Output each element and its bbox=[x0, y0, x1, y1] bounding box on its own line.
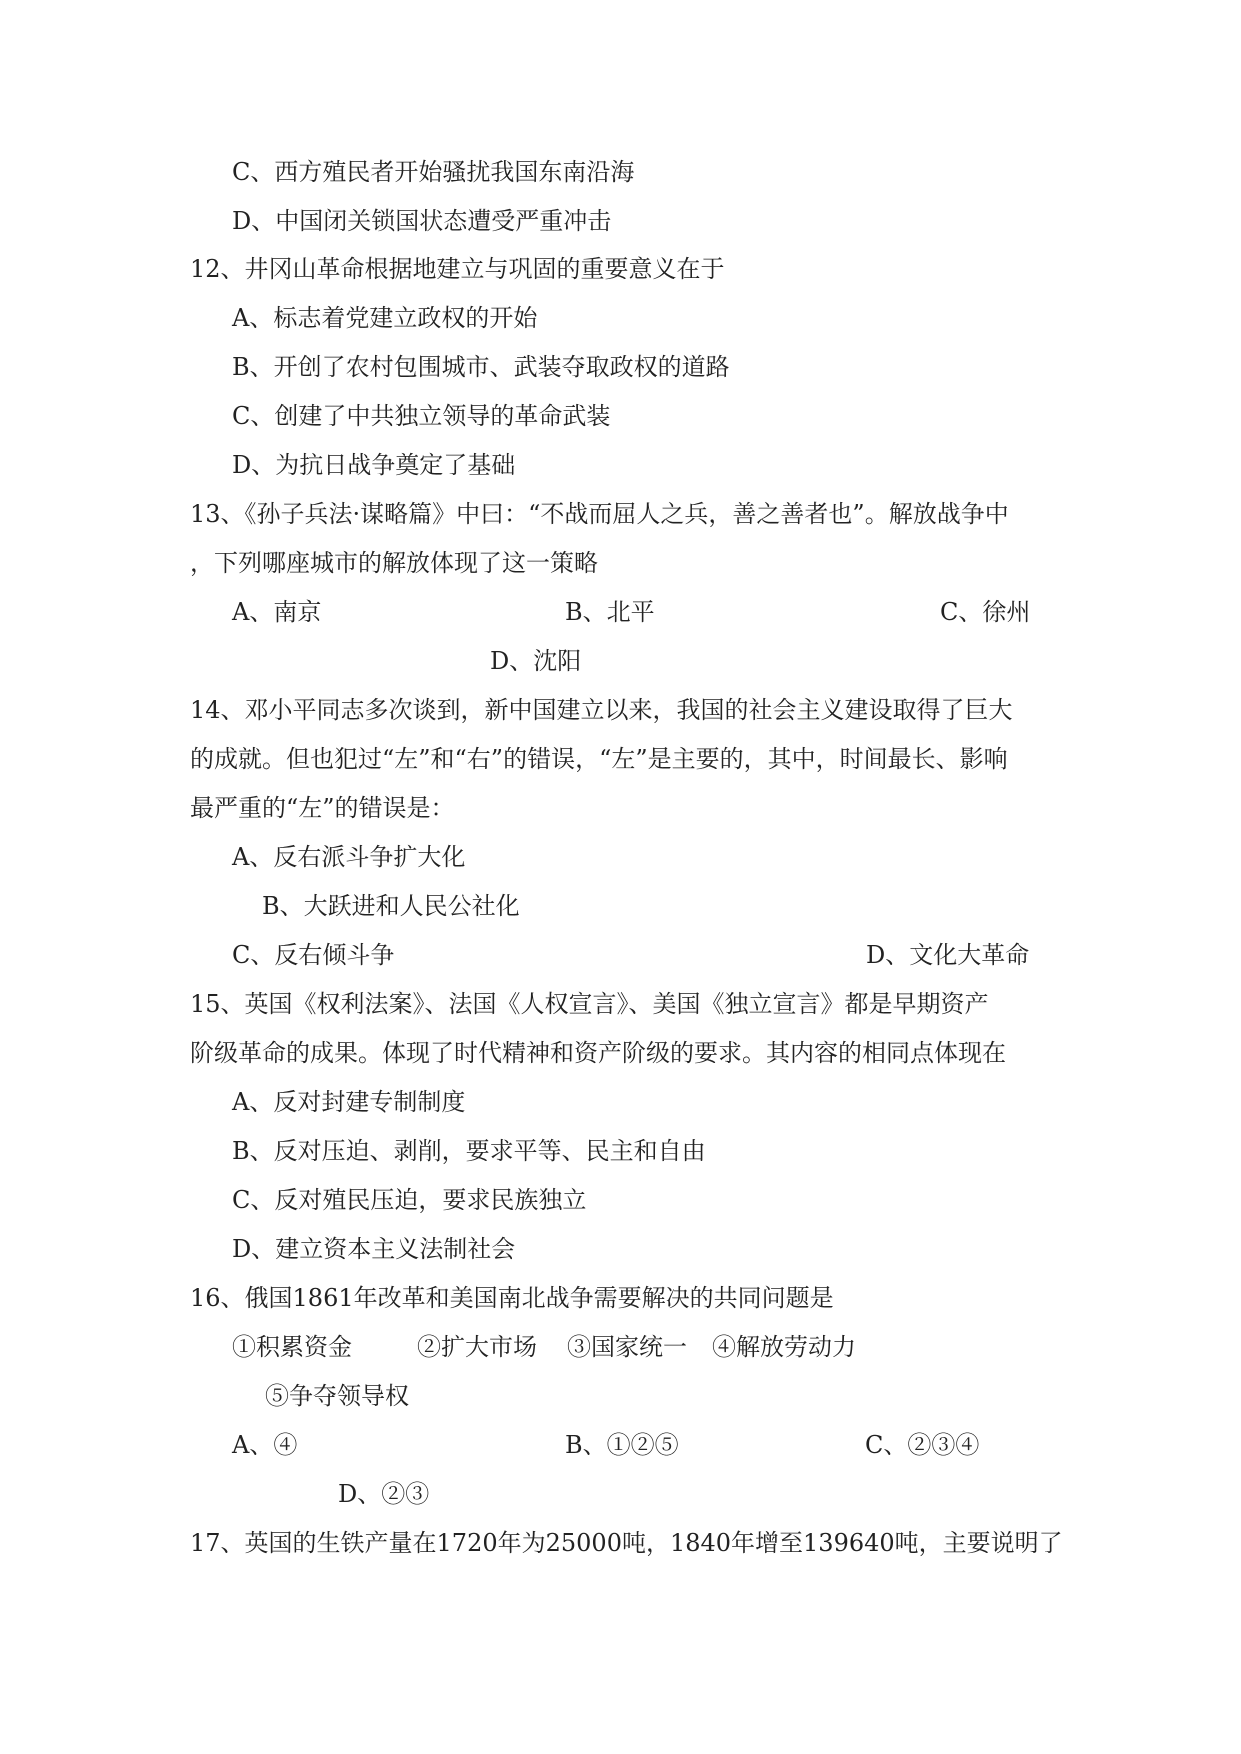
q13-option-d: D、沈阳 bbox=[490, 647, 582, 675]
q14-stem-line-3: 最严重的“左”的错误是： bbox=[190, 794, 455, 822]
q14-option-d: D、文化大革命 bbox=[866, 941, 1030, 969]
q14-stem-line-1: 14、邓小平同志多次谈到，新中国建立以来，我国的社会主义建设取得了巨大 bbox=[190, 696, 1013, 724]
q16-option-b: B、①②⑤ bbox=[565, 1431, 679, 1459]
q13-option-a: A、南京 bbox=[232, 598, 322, 626]
q11-option-d: D、中国闭关锁国状态遭受严重冲击 bbox=[232, 207, 612, 235]
q14-option-a: A、反右派斗争扩大化 bbox=[232, 843, 466, 871]
q12-option-c: C、创建了中共独立领导的革命武装 bbox=[232, 402, 611, 430]
q14-option-b: B、大跃进和人民公社化 bbox=[262, 892, 520, 920]
q12-stem: 12、井冈山革命根据地建立与巩固的重要意义在于 bbox=[190, 255, 725, 283]
q14-stem-line-2: 的成就。但也犯过“左”和“右”的错误，“左”是主要的，其中，时间最长、影响 bbox=[190, 745, 1008, 773]
q15-option-a: A、反对封建专制制度 bbox=[232, 1088, 466, 1116]
q16-item-1: ①积累资金 bbox=[232, 1333, 352, 1361]
q16-item-5: ⑤争夺领导权 bbox=[265, 1382, 409, 1410]
q13-option-c: C、徐州 bbox=[940, 598, 1031, 626]
q12-option-a: A、标志着党建立政权的开始 bbox=[232, 304, 538, 332]
q15-option-b: B、反对压迫、剥削，要求平等、民主和自由 bbox=[232, 1137, 706, 1165]
q16-item-3: ③国家统一 bbox=[567, 1333, 687, 1361]
q16-option-c: C、②③④ bbox=[865, 1431, 980, 1459]
q16-stem: 16、俄国1861年改革和美国南北战争需要解决的共同问题是 bbox=[190, 1284, 834, 1312]
q15-option-c: C、反对殖民压迫，要求民族独立 bbox=[232, 1186, 587, 1214]
q15-stem-line-2: 阶级革命的成果。体现了时代精神和资产阶级的要求。其内容的相同点体现在 bbox=[190, 1039, 1006, 1067]
q12-option-d: D、为抗日战争奠定了基础 bbox=[232, 451, 516, 479]
q12-option-b: B、开创了农村包围城市、武装夺取政权的道路 bbox=[232, 353, 730, 381]
q17-stem: 17、英国的生铁产量在1720年为25000吨，1840年增至139640吨，主要说明了 bbox=[190, 1529, 1063, 1557]
q13-option-b: B、北平 bbox=[565, 598, 655, 626]
q16-item-4: ④解放劳动力 bbox=[712, 1333, 856, 1361]
q13-stem-line-2: ，下列哪座城市的解放体现了这一策略 bbox=[190, 549, 598, 577]
q13-stem-line-1: 13、《孙子兵法·谋略篇》中曰：“不战而屈人之兵，善之善者也”。解放战争中 bbox=[190, 500, 1009, 528]
q16-option-d: D、②③ bbox=[338, 1480, 430, 1508]
q15-stem-line-1: 15、英国《权利法案》、法国《人权宣言》、美国《独立宣言》都是早期资产 bbox=[190, 990, 989, 1018]
q15-option-d: D、建立资本主义法制社会 bbox=[232, 1235, 516, 1263]
q14-option-c: C、反右倾斗争 bbox=[232, 941, 395, 969]
q16-item-2: ②扩大市场 bbox=[417, 1333, 537, 1361]
q11-option-c: C、西方殖民者开始骚扰我国东南沿海 bbox=[232, 158, 635, 186]
q16-option-a: A、④ bbox=[232, 1431, 298, 1459]
